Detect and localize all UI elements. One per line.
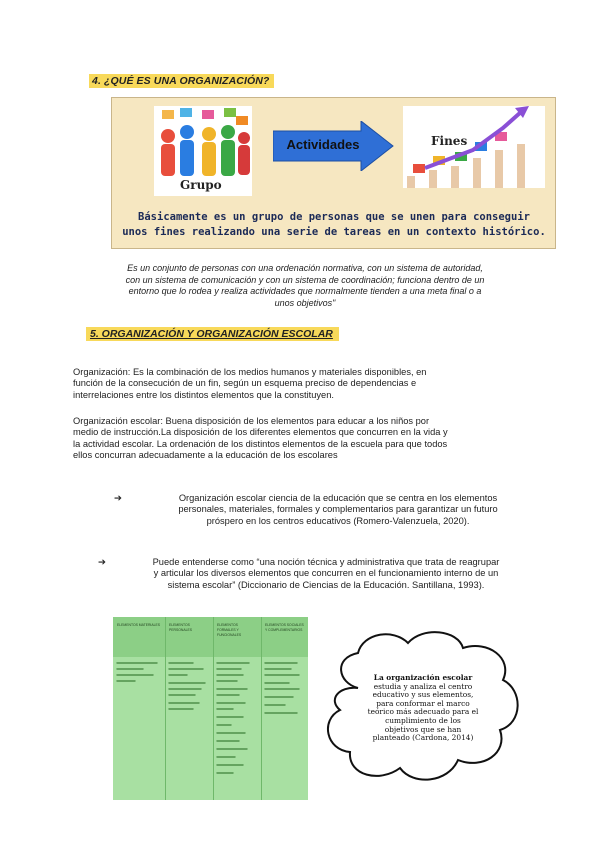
bullet-item-1 <box>114 493 548 527</box>
cloud-text <box>348 674 498 743</box>
organization-paragraph <box>73 367 533 401</box>
cloud-line: estudia y analiza el centro <box>373 681 473 691</box>
quote-line: unos objetivos" <box>274 297 336 308</box>
paragraph-line: ellos concurran adecuadamente a la educación de los escolares <box>73 450 338 461</box>
table-header-cell: ELEMENTOS FORMALES Y FUNCIONALES <box>217 623 242 637</box>
bullet-line: Puede entenderse como “una noción técnica y administrativa que trata de reagrupar <box>152 557 500 567</box>
goals-hands-image <box>403 106 545 188</box>
paragraph-line: interrelaciones entre los distintos elementos que la constituyen. <box>73 389 334 400</box>
bullet-line: y articular los diversos elementos que concurren en el funcionamiento interno de un <box>153 568 499 579</box>
paragraph-line: función de la consecución de un fin, según un esquema preciso de dependencias e <box>73 378 417 389</box>
quote-line: con un sistema de comunicación y con un sistema de coordinación; funciona dentro de un <box>125 274 485 285</box>
arrow-bullet-icon: ➔ <box>114 493 122 503</box>
table-body-lines <box>113 657 308 800</box>
school-organization-paragraph <box>73 416 533 462</box>
elements-table <box>113 617 308 800</box>
actividades-label: Actividades <box>286 137 360 152</box>
fines-label: Fines <box>431 134 468 148</box>
section-4-heading: 4. ¿QUÉ ES UNA ORGANIZACIÓN? <box>89 74 274 88</box>
cloud-line: planteado (Cardona, 2014) <box>372 733 474 743</box>
banner-caption <box>118 210 550 240</box>
quote-line: entorno que lo rodea y realiza actividades que normalmente tienden a una meta final o a <box>128 286 482 296</box>
quote-line: Es un conjunto de personas con una ordenación normativa, con un sistema de autoridad, <box>127 263 483 273</box>
bullet-line: Organización escolar ciencia de la educación que se centra en los elementos <box>178 493 498 503</box>
paragraph-line: Organización: Es la combinación de los medios humanos y materiales disponibles, en <box>73 367 427 377</box>
cloud-line: La organización escolar <box>373 673 473 682</box>
banner-caption-line: unos fines realizando una serie de tareas en un contexto histórico. <box>122 226 546 238</box>
cloud-line: para conformar el marco <box>376 698 470 708</box>
grupo-label: Grupo <box>180 178 222 192</box>
cloud-line: teórico más adecuado para el <box>367 707 479 717</box>
table-header-cell: ELEMENTOS PERSONALES <box>169 623 192 632</box>
table-header-cell: ELEMENTOS MATERIALES <box>117 623 161 627</box>
definition-quote <box>80 263 530 309</box>
paragraph-line: medio de instrucción.La disposición de los diferentes elementos que concurren en la vida y <box>73 427 448 438</box>
cloud-line: objetivos que se han <box>384 724 462 734</box>
paragraph-line: la actividad escolar. La ordenación de los distintos elementos de la escuela para que todos <box>73 438 448 449</box>
arrow-bullet-icon: ➔ <box>98 557 106 567</box>
cloud-line: educativo y sus elementos, <box>372 690 474 700</box>
section-5-heading: 5. ORGANIZACIÓN Y ORGANIZACIÓN ESCOLAR <box>86 327 339 341</box>
bullet-line: sistema escolar” (Diccionario de Ciencias de la Educación. Santillana, 1993). <box>167 579 485 590</box>
banner-caption-line: Básicamente es un grupo de personas que se unen para conseguir <box>138 211 530 223</box>
cloud-line: cumplimiento de los <box>385 715 461 725</box>
bullet-item-2 <box>98 557 540 591</box>
bullet-line: personales, materiales, formales y complementarios para garantizar un futuro <box>178 504 498 515</box>
bullet-line: próspero en los centros educativos (Romero-Valenzuela, 2020). <box>206 515 470 526</box>
paragraph-line: Organización escolar: Buena disposición de los elementos para educar a los niños por <box>73 416 430 426</box>
table-header-cell: ELEMENTOS SOCIALES Y COMPLEMENTARIOS <box>265 623 304 632</box>
